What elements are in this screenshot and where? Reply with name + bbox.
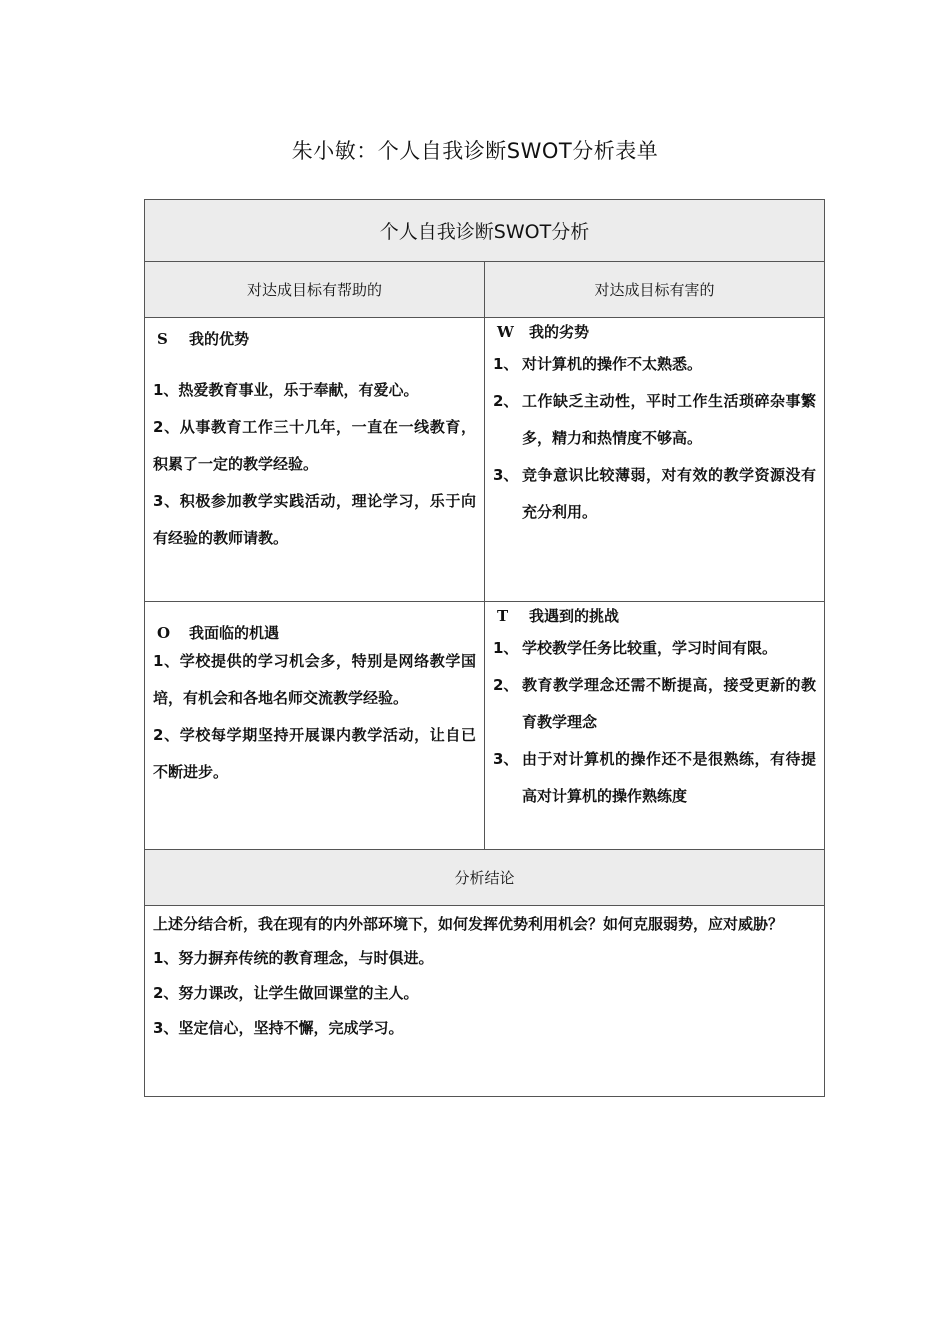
- conclusion-intro: 上述分结合析，我在现有的内外部环境下，如何发挥优势利用机会？如何克服弱势，应对威胁？: [153, 915, 784, 933]
- strength-item: 2、从事教育工作三十几年，一直在一线教育，积累了一定的教学经验。: [153, 418, 476, 473]
- threats-heading: [493, 606, 816, 626]
- threat-item: [493, 667, 816, 741]
- strengths-heading: [153, 328, 476, 349]
- conclusion-row: [145, 906, 824, 1096]
- strength-item: 3、积极参加教学实践活动，理论学习，乐于向有经验的教师请教。: [153, 492, 476, 547]
- threat-text: 学校教学任务比较重，学习时间有限。: [522, 639, 778, 657]
- strengths-list: [153, 372, 476, 557]
- conclusion-body: [145, 906, 824, 1096]
- table-title-row: [145, 200, 824, 262]
- strengths-title: 我的优势: [189, 330, 250, 348]
- swot-table: [144, 199, 825, 1097]
- conclusion-item: 1、努力摒弃传统的教育理念，与时俱进。: [153, 949, 434, 967]
- conclusion-item: 3、坚定信心，坚持不懈，完成学习。: [153, 1019, 404, 1037]
- conclusion-header-row: [145, 850, 824, 906]
- weakness-item: [493, 346, 816, 383]
- threat-num: 3、: [493, 750, 519, 768]
- weakness-item: [493, 383, 816, 457]
- threats-list: [493, 630, 816, 815]
- opportunities-letter: O: [157, 624, 171, 642]
- opportunity-item: 2、学校每学期坚持开展课内教学活动，让自已不断进步。: [153, 726, 476, 781]
- weakness-text: 工作缺乏主动性，平时工作生活琐碎杂事繁多，精力和热情度不够高。: [522, 392, 816, 447]
- weakness-num: 1、: [493, 355, 519, 373]
- opportunity-item: 1、学校提供的学习机会多，特别是网络教学国培，有机会和各地名师交流教学经验。: [153, 652, 476, 707]
- helpful-header: 对达成目标有帮助的: [145, 262, 485, 317]
- sw-row: [145, 318, 824, 602]
- weaknesses-cell: [485, 318, 824, 601]
- document-title: 朱小敏：个人自我诊断SWOT分析表单: [291, 139, 659, 163]
- weaknesses-title: 我的劣势: [529, 323, 590, 341]
- strength-item: 1、热爱教育事业，乐于奉献，有爱心。: [153, 381, 419, 399]
- harmful-header: 对达成目标有害的: [594, 281, 715, 299]
- weaknesses-list: [493, 346, 816, 531]
- threats-letter: T: [497, 607, 509, 625]
- weakness-item: [493, 457, 816, 531]
- strengths-cell: [145, 318, 485, 601]
- threat-text: 教育教学理念还需不断提高，接受更新的教育教学理念: [522, 676, 816, 731]
- threat-num: 1、: [493, 639, 519, 657]
- ot-row: [145, 602, 824, 850]
- threats-cell: [485, 602, 824, 849]
- conclusion-item: 2、努力课改，让学生做回课堂的主人。: [153, 984, 419, 1002]
- weakness-text: 对计算机的操作不太熟悉。: [522, 355, 703, 373]
- weaknesses-heading: [493, 322, 816, 342]
- strengths-letter: S: [157, 330, 168, 348]
- opportunities-list: [153, 643, 476, 791]
- weakness-num: 3、: [493, 466, 519, 484]
- opportunities-title: 我面临的机遇: [189, 624, 280, 642]
- opportunities-cell: [145, 602, 485, 849]
- weakness-num: 2、: [493, 392, 519, 410]
- threat-item: [493, 741, 816, 815]
- threat-item: [493, 630, 816, 667]
- table-title: 个人自我诊断SWOT分析: [379, 221, 590, 243]
- weaknesses-letter: W: [497, 323, 514, 341]
- threat-num: 2、: [493, 676, 519, 694]
- opportunities-heading: [153, 622, 476, 643]
- conclusion-heading: 分析结论: [454, 869, 515, 887]
- weakness-text: 竞争意识比较薄弱，对有效的教学资源没有充分利用。: [522, 466, 816, 521]
- threat-text: 由于对计算机的操作还不是很熟练，有待提高对计算机的操作熟练度: [522, 750, 816, 805]
- threats-title: 我遇到的挑战: [529, 607, 620, 625]
- column-header-row: [145, 262, 824, 318]
